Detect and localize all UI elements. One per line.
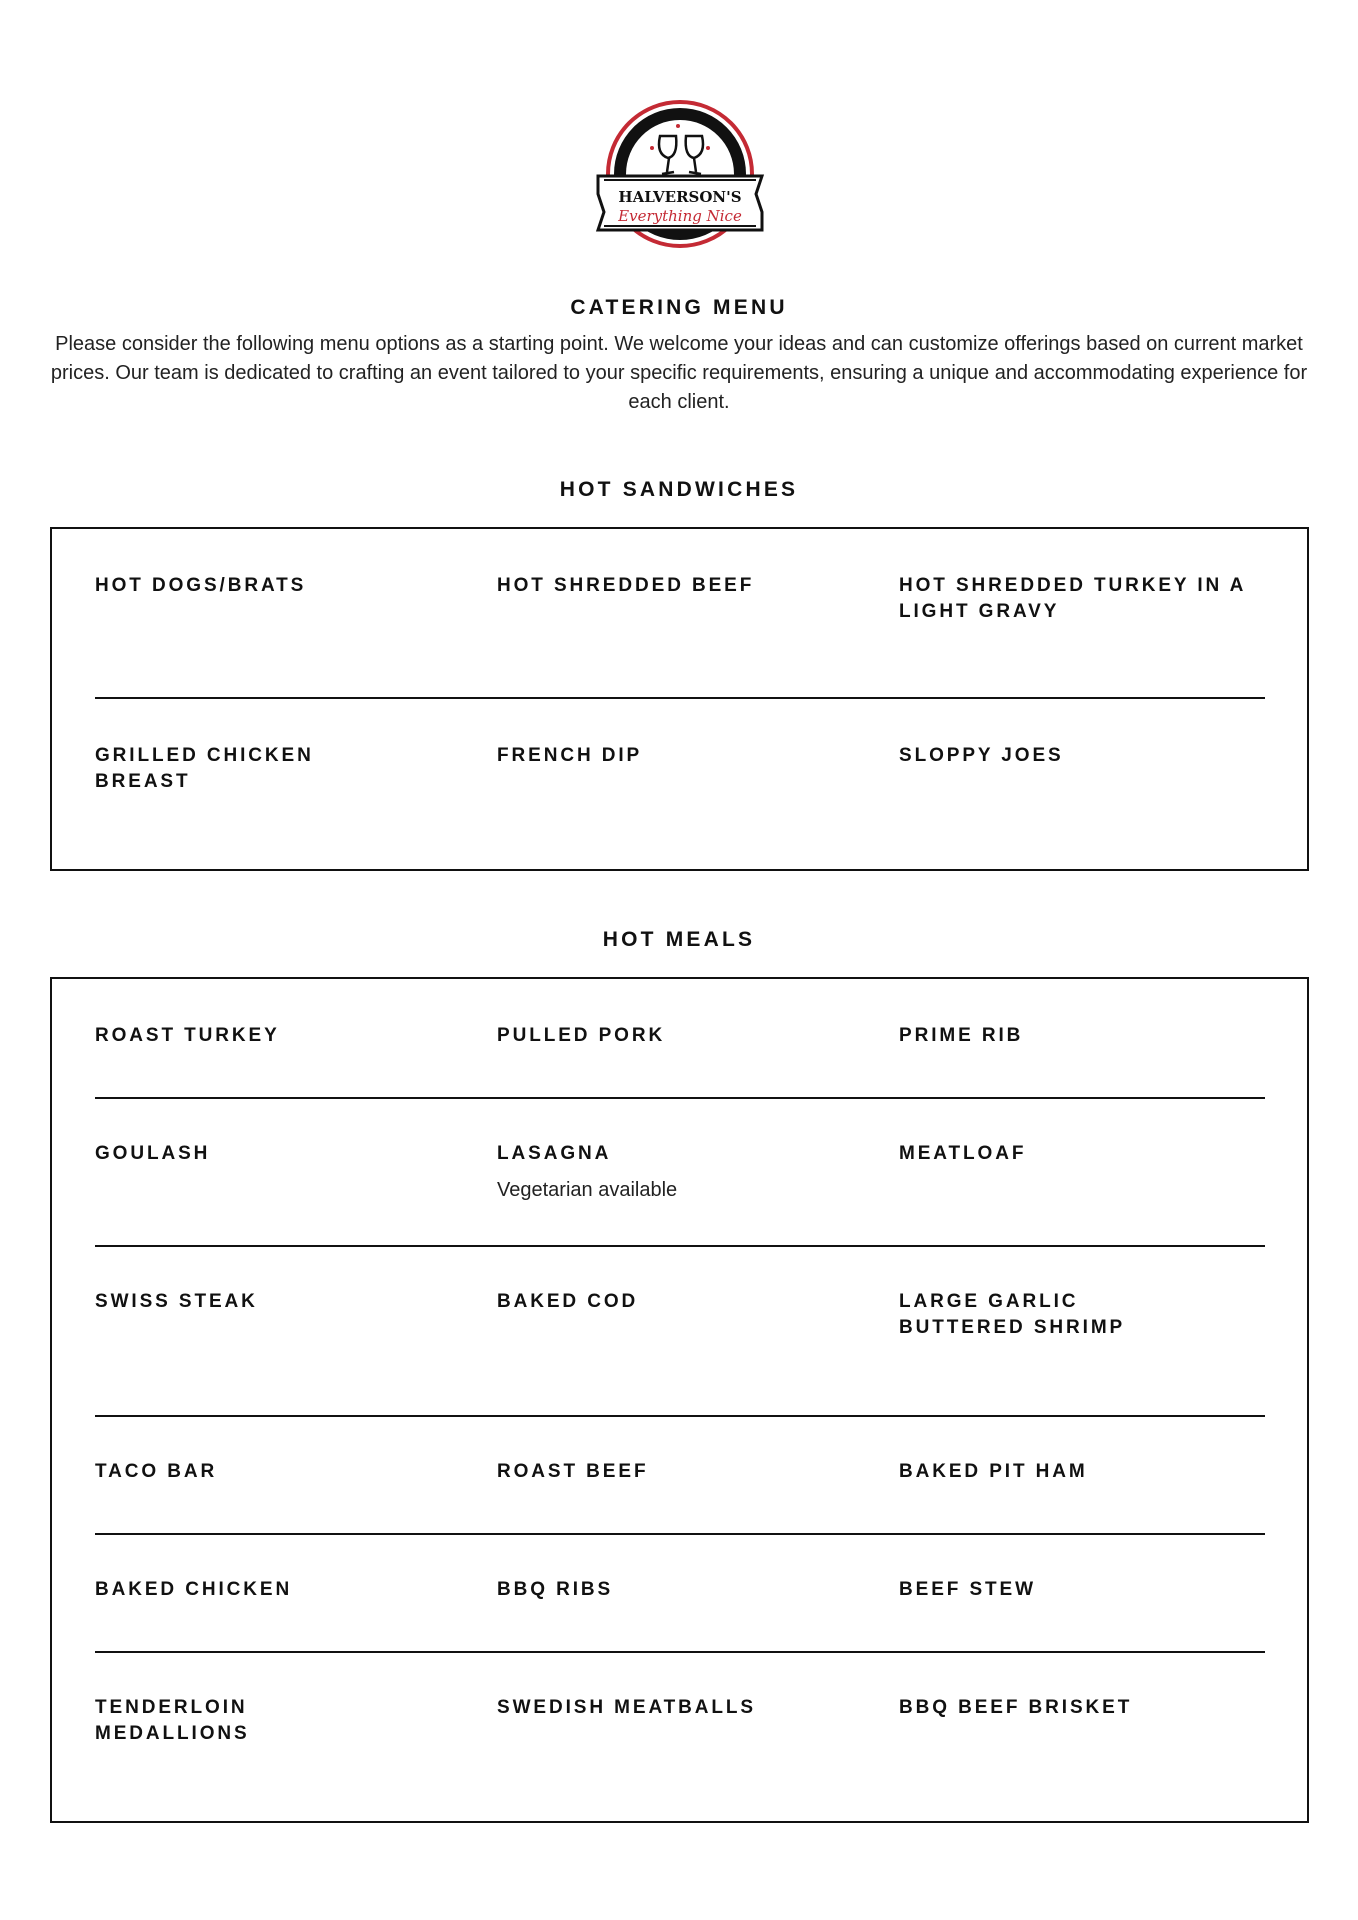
menu-item-name: FRENCH DIP [497, 745, 643, 766]
menu-row [95, 573, 1265, 699]
menu-item [497, 1459, 899, 1533]
menu-item-name: BAKED CHICKEN [95, 1579, 293, 1600]
menu-item [95, 743, 497, 843]
svg-text:Everything Nice: Everything Nice [618, 207, 742, 225]
menu-item-name: ROAST TURKEY [95, 1025, 280, 1046]
menu-item [95, 1023, 497, 1097]
menu-item [95, 1459, 497, 1533]
menu-item-name: BAKED PIT HAM [899, 1461, 1088, 1482]
section-title-hot-sandwiches: HOT SANDWICHES [559, 478, 799, 501]
menu-item [899, 1023, 1265, 1097]
menu-item [899, 1141, 1265, 1245]
menu-row [95, 1023, 1265, 1099]
menu-item-name: BBQ BEEF BRISKET [899, 1697, 1133, 1718]
menu-item [497, 1577, 899, 1651]
menu-item-name: BBQ RIBS [497, 1579, 614, 1600]
menu-item [899, 573, 1265, 697]
menu-item-name: SLOPPY JOES [899, 745, 1064, 766]
menu-item-name: BAKED COD [497, 1291, 639, 1312]
menu-item-name: HOT DOGS/BRATS [95, 575, 307, 596]
menu-item [497, 1023, 899, 1097]
menu-item-name: TACO BAR [95, 1461, 218, 1482]
page-title: CATERING MENU [570, 296, 788, 319]
menu-item-name: HOT SHREDDED BEEF [497, 575, 755, 596]
menu-item [497, 1695, 899, 1795]
menu-row [95, 1289, 1265, 1417]
menu-item-name: MEATLOAF [899, 1143, 1027, 1164]
menu-item-name: SWEDISH MEATBALLS [497, 1697, 756, 1718]
menu-item [899, 1289, 1265, 1415]
menu-item [95, 1289, 497, 1415]
menu-row [95, 1695, 1265, 1795]
svg-text:HALVERSON'S: HALVERSON'S [618, 188, 742, 206]
menu-item-name: LARGE GARLIC BUTTERED SHRIMP [899, 1291, 1126, 1338]
company-logo [590, 96, 770, 256]
menu-item [899, 1459, 1265, 1533]
menu-item [899, 1577, 1265, 1651]
menu-item [95, 573, 497, 697]
menu-item [899, 743, 1265, 843]
menu-item [95, 1141, 497, 1245]
menu-item-note: Vegetarian available [497, 1179, 678, 1201]
section-title-hot-meals: HOT MEALS [602, 928, 756, 951]
menu-item-name: PULLED PORK [497, 1025, 666, 1046]
menu-row [95, 1459, 1265, 1535]
menu-item-name: PRIME RIB [899, 1025, 1024, 1046]
menu-item-name: GRILLED CHICKEN BREAST [95, 745, 314, 792]
intro-paragraph: Please consider the following menu options as a starting point. We welcome your ideas and can customize offerings based on current market prices. Our team is dedicated to crafting an event tailored to your specific requirements, ensuring a unique and accommodating experience for each client. [50, 333, 1308, 413]
menu-item-name: SWISS STEAK [95, 1291, 258, 1312]
menu-item [899, 1695, 1265, 1795]
menu-item [497, 743, 899, 843]
menu-item-name: ROAST BEEF [497, 1461, 649, 1482]
menu-row [95, 1141, 1265, 1247]
menu-row [95, 743, 1265, 843]
menu-item-name: HOT SHREDDED TURKEY IN A LIGHT GRAVY [899, 575, 1246, 622]
menu-item [95, 1577, 497, 1651]
menu-item [95, 1695, 497, 1795]
menu-item-name: GOULASH [95, 1143, 211, 1164]
menu-box-hot-meals [50, 977, 1309, 1823]
menu-item [497, 1289, 899, 1415]
menu-row [95, 1577, 1265, 1653]
menu-item [497, 573, 899, 697]
menu-item [497, 1141, 899, 1245]
menu-box-hot-sandwiches [50, 527, 1309, 871]
menu-item-name: LASAGNA [497, 1143, 612, 1164]
menu-item-name: BEEF STEW [899, 1579, 1036, 1600]
menu-item-name: TENDERLOIN MEDALLIONS [95, 1697, 250, 1744]
